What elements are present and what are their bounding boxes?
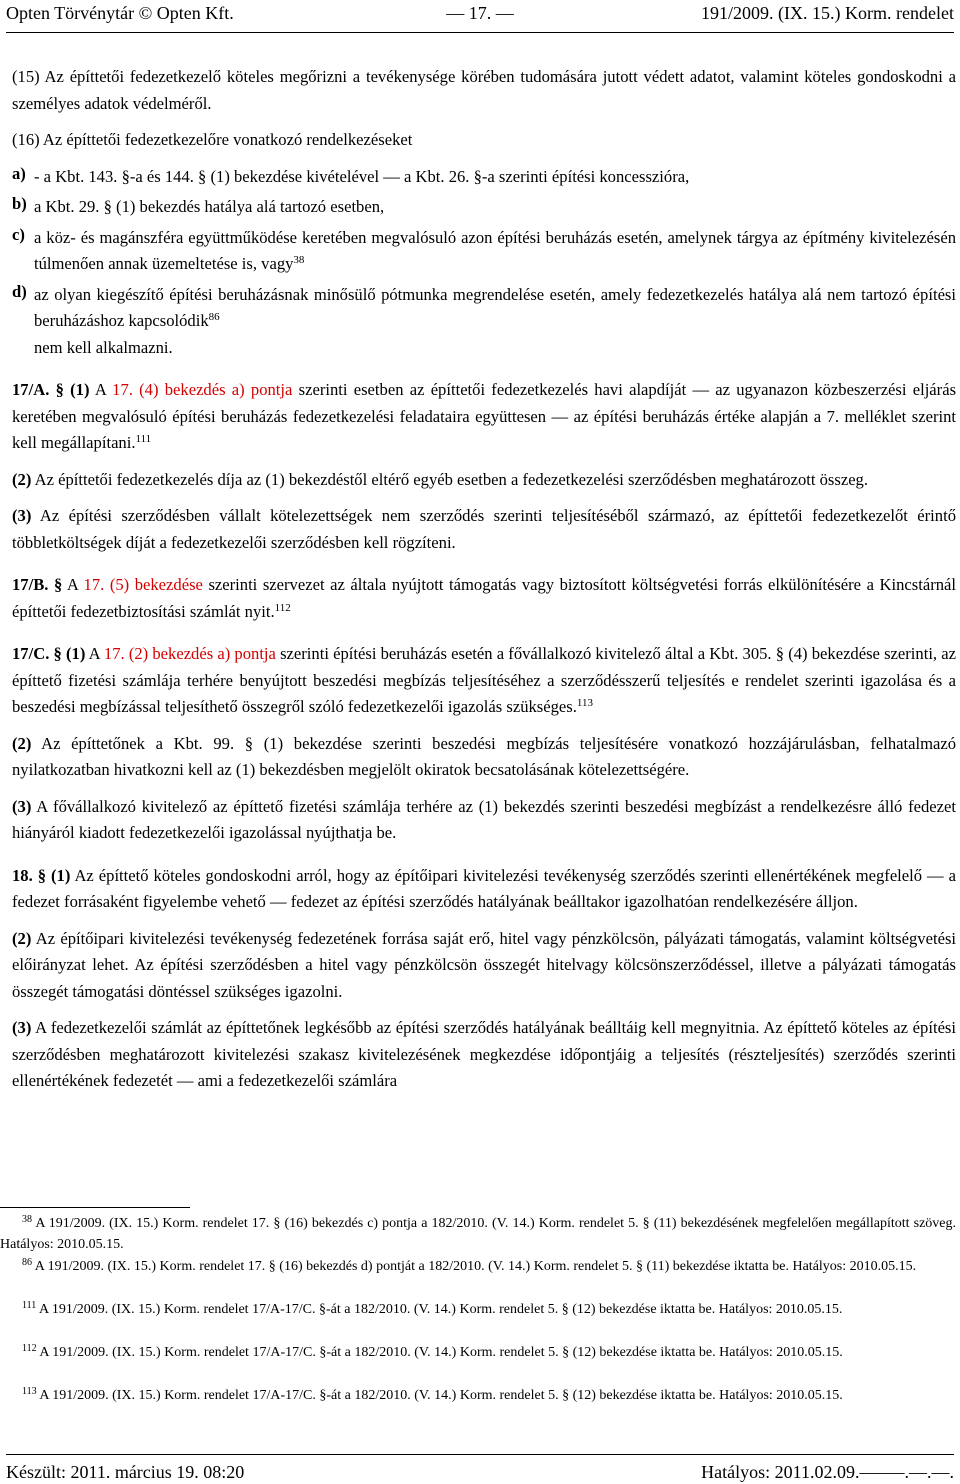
list-label-c: c) xyxy=(12,224,25,244)
section-number: 17/A. xyxy=(12,380,50,399)
section-number: 17/B. xyxy=(12,575,49,594)
list-text-b: a Kbt. 29. § (1) bekezdés hatálya alá tartozó esetben, xyxy=(34,197,385,216)
link-paragraph-ref[interactable]: (2) bekezdés a) pontja xyxy=(128,644,276,663)
section-17c-paragraph-3: (3) A fővállalkozó kivitelező az építtető fizetési számlája terhére az (1) bekezdés szerinti beszedési megbízást a rendelkezésre álló fedezet hiányáról kiadott fedezetkezelői igazolással nyújthatja be. xyxy=(12,796,957,842)
list-text-c: a köz- és magánszféra együttműködése keretében megvalósuló azon építési beruházás esetén, amelynek tárgya az építmény kivitelezésén túlmenően annak üzemeltetése is, vagy xyxy=(34,227,956,273)
main-text xyxy=(12,64,956,1095)
footnote-ref-38[interactable]: 38 xyxy=(293,254,305,266)
link-paragraph-ref[interactable]: (5) bekezdése xyxy=(109,575,203,594)
list-item-c xyxy=(12,225,956,278)
footnote: $^{86}$ A 191/2009. (IX. 15.) Korm. rendelet 17. § (16) bekezdés d) pontját a 182/2010. (V. 14.) Korm. rendelet 5. § (11) bekezdése iktatta be. Hatályos: 2010.05.15. xyxy=(22,1257,917,1274)
header-page-number: — 17. — xyxy=(446,3,514,23)
section-17c-paragraph-1: 17/C. § (1) A 17. (2) bekezdés a) pontja szerinti építési beruházás esetén a fővállalkozó kivitelező által a Kbt. 305. § (4) bekezdése szerinti, az építtető fizetési számlája terhére benyújtott beszedési megbízás teljesítéséhez a szerződésszerű teljesítés e rendelet szerinti igazolása és a beszedési megbízással teljesíthető összegről szóló fedezetkezelői igazolás szükséges.$^{113}$ xyxy=(12,644,956,716)
header-rule xyxy=(6,32,954,33)
footnote-ref-112[interactable]: 112 xyxy=(274,601,291,614)
footnote-ref-86[interactable]: 86 xyxy=(208,311,220,323)
list-item-b xyxy=(12,194,956,221)
footnote: $^{111}$ A 191/2009. (IX. 15.) Korm. rendelet 17/A-17/C. §-át a 182/2010. (V. 14.) Korm. rendelet 5. § (12) bekezdése iktatta be. Hatályos: 2010.05.15. xyxy=(22,1300,843,1317)
footnote: $^{38}$ A 191/2009. (IX. 15.) Korm. rendelet 17. § (16) bekezdés c) pontja a 182/2010. (V. 14.) Korm. rendelet 5. § (11) bekezdésének megfelelően megállapított szöveg. Hatályos: 2010.05.15. xyxy=(0,1214,957,1253)
list-label-d: d) xyxy=(12,281,27,301)
list-label-a: a) xyxy=(12,163,26,183)
footer-created: Készült: 2011. március 19. 08:20 xyxy=(6,1462,245,1482)
page-header xyxy=(6,0,954,28)
section-number: 17/C. xyxy=(12,644,50,663)
section-17a-paragraph-2: (2) Az építtetői fedezetkezelés díja az (1) bekezdéstől eltérő egyéb esetben a fedezetkezelési szerződésben meghatározott összeg. xyxy=(12,469,869,489)
header-publisher: Opten Törvénytár © Opten Kft. xyxy=(6,3,234,23)
footnote: $^{112}$ A 191/2009. (IX. 15.) Korm. rendelet 17/A-17/C. §-át a 182/2010. (V. 14.) Korm. rendelet 5. § (12) bekezdése iktatta be. Hatályos: 2010.05.15. xyxy=(22,1343,843,1360)
footer-rule xyxy=(6,1454,954,1455)
list-item-a xyxy=(12,164,956,191)
link-17[interactable]: 17. xyxy=(112,380,133,399)
section-17a-paragraph-1: 17/A. § (1) A 17. (4) bekezdés a) pontja szerinti esetben az építtetői fedezetkezelés havi alapdíját — az ugyanazon közbeszerzési eljárás keretében megvalósuló építési beruházás fedezetkezelési feladataira együttesen — az építési beruházás értéke alapján a 7. melléklet szerint kell megállapítani.$^{111}$ xyxy=(12,380,957,452)
page-footer xyxy=(6,1460,954,1484)
section-17c-paragraph-2: (2) Az építtetőnek a Kbt. 99. § (1) bekezdése szerinti beszedési megbízás teljesítésére vonatkozó hozzájárulásban, felhatalmazó nyilatkozatban hivatkozni kell az (1) bekezdésben megjelölt okiratok becsatolásának kötelezettségére. xyxy=(12,733,957,779)
section-18-paragraph-3: (3) A fedezetkezelői számlát az építtetőnek legkésőbb az építési szerződés hatályának beálltáig kell megnyitnia. Az építtető köteles az építési szerződésben meghatározott kivitelezési szakasz kivitelezésének megkezdése időpontjáig a teljesítés (részteljesítés) szerződés szerinti ellenértékének fedezetét — ami a fedezetkezelői számlára xyxy=(12,1018,956,1090)
list-outro: nem kell alkalmazni. xyxy=(34,337,173,357)
header-regulation: 191/2009. (IX. 15.) Korm. rendelet xyxy=(701,3,954,23)
footnote: $^{113}$ A 191/2009. (IX. 15.) Korm. rendelet 17/A-17/C. §-át a 182/2010. (V. 14.) Korm. rendelet 5. § (12) bekezdése iktatta be. Hatályos: 2010.05.15. xyxy=(22,1386,843,1403)
section-17a-paragraph-3: (3) Az építési szerződésben vállalt kötelezettségek nem szerződés szerinti teljesítéséből származó, az építtetői fedezetkezelőt érintő többletköltségek díját a fedezetkezelői szerződésben kell rögzíteni. xyxy=(12,506,956,552)
footnote-ref-113[interactable]: 113 xyxy=(576,697,593,709)
section-17b: 17/B. § A 17. (5) bekezdése szerinti szervezet az általa nyújtott támogatás vagy biztosított költségvetési forrás elkülönítésére a Kincstárnál építtetői fedezetbiztosítási számlát nyit.$^{112}$ xyxy=(12,575,956,621)
footer-effective: Hatályos: 2011.02.09.–––––.––.––. xyxy=(701,1462,954,1482)
list-text-a: - a Kbt. 143. §-a és 144. § (1) bekezdése kivételével — a Kbt. 26. §-a szerinti építési koncesszióra, xyxy=(34,166,690,186)
list-label-b: b) xyxy=(12,194,27,213)
section-18-paragraph-2: (2) Az építőipari kivitelezési tevékenység fedezetének forrása saját erő, hitel vagy pénzkölcsön, pályázati támogatás, valamint költségvetési előirányzat lehet. Az építési szerződésben a hitel vagy pénzkölcsön összegét hitelvagy kölcsönszerződéssel, illetve a pályázati támogatás összegét támogatási döntéssel szükséges igazolni. xyxy=(12,928,957,1001)
section-number: 18. xyxy=(12,865,33,885)
list-item-d xyxy=(12,282,956,362)
link-17[interactable]: 17. xyxy=(83,575,105,594)
paragraph-15: (15) Az építtetői fedezetkezelő köteles megőrizni a tevékenysége körében tudomására jutott védett adatot, valamint köteles gondoskodni a személyes adatok védelméről. xyxy=(12,67,956,113)
paragraph-16-intro: (16) Az építtetői fedezetkezelőre vonatkozó rendelkezéseket xyxy=(12,130,413,149)
link-paragraph-ref[interactable]: (4) bekezdés a) pontja xyxy=(139,380,293,399)
link-17[interactable]: 17. xyxy=(103,644,125,663)
list-text-d: az olyan kiegészítő építési beruházásnak minősülő pótmunka megrendelése esetén, amely fedezetkezelés hatálya alá nem tartozó építési beruházáshoz kapcsolódik xyxy=(34,284,956,330)
footnote-ref-111[interactable]: 111 xyxy=(135,433,152,445)
footnote-rule xyxy=(0,1207,190,1208)
section-18-paragraph-1: 18. § (1) Az építtető köteles gondoskodni arról, hogy az építőipari kivitelezési tevékenység szerződés szerinti ellenértékének megfelelő — a fedezet forrásaként figyelembe vehető — fedezet az építési szerződés hatályának beálltakor igazolhatóan rendelkezésére álljon. xyxy=(12,865,956,911)
